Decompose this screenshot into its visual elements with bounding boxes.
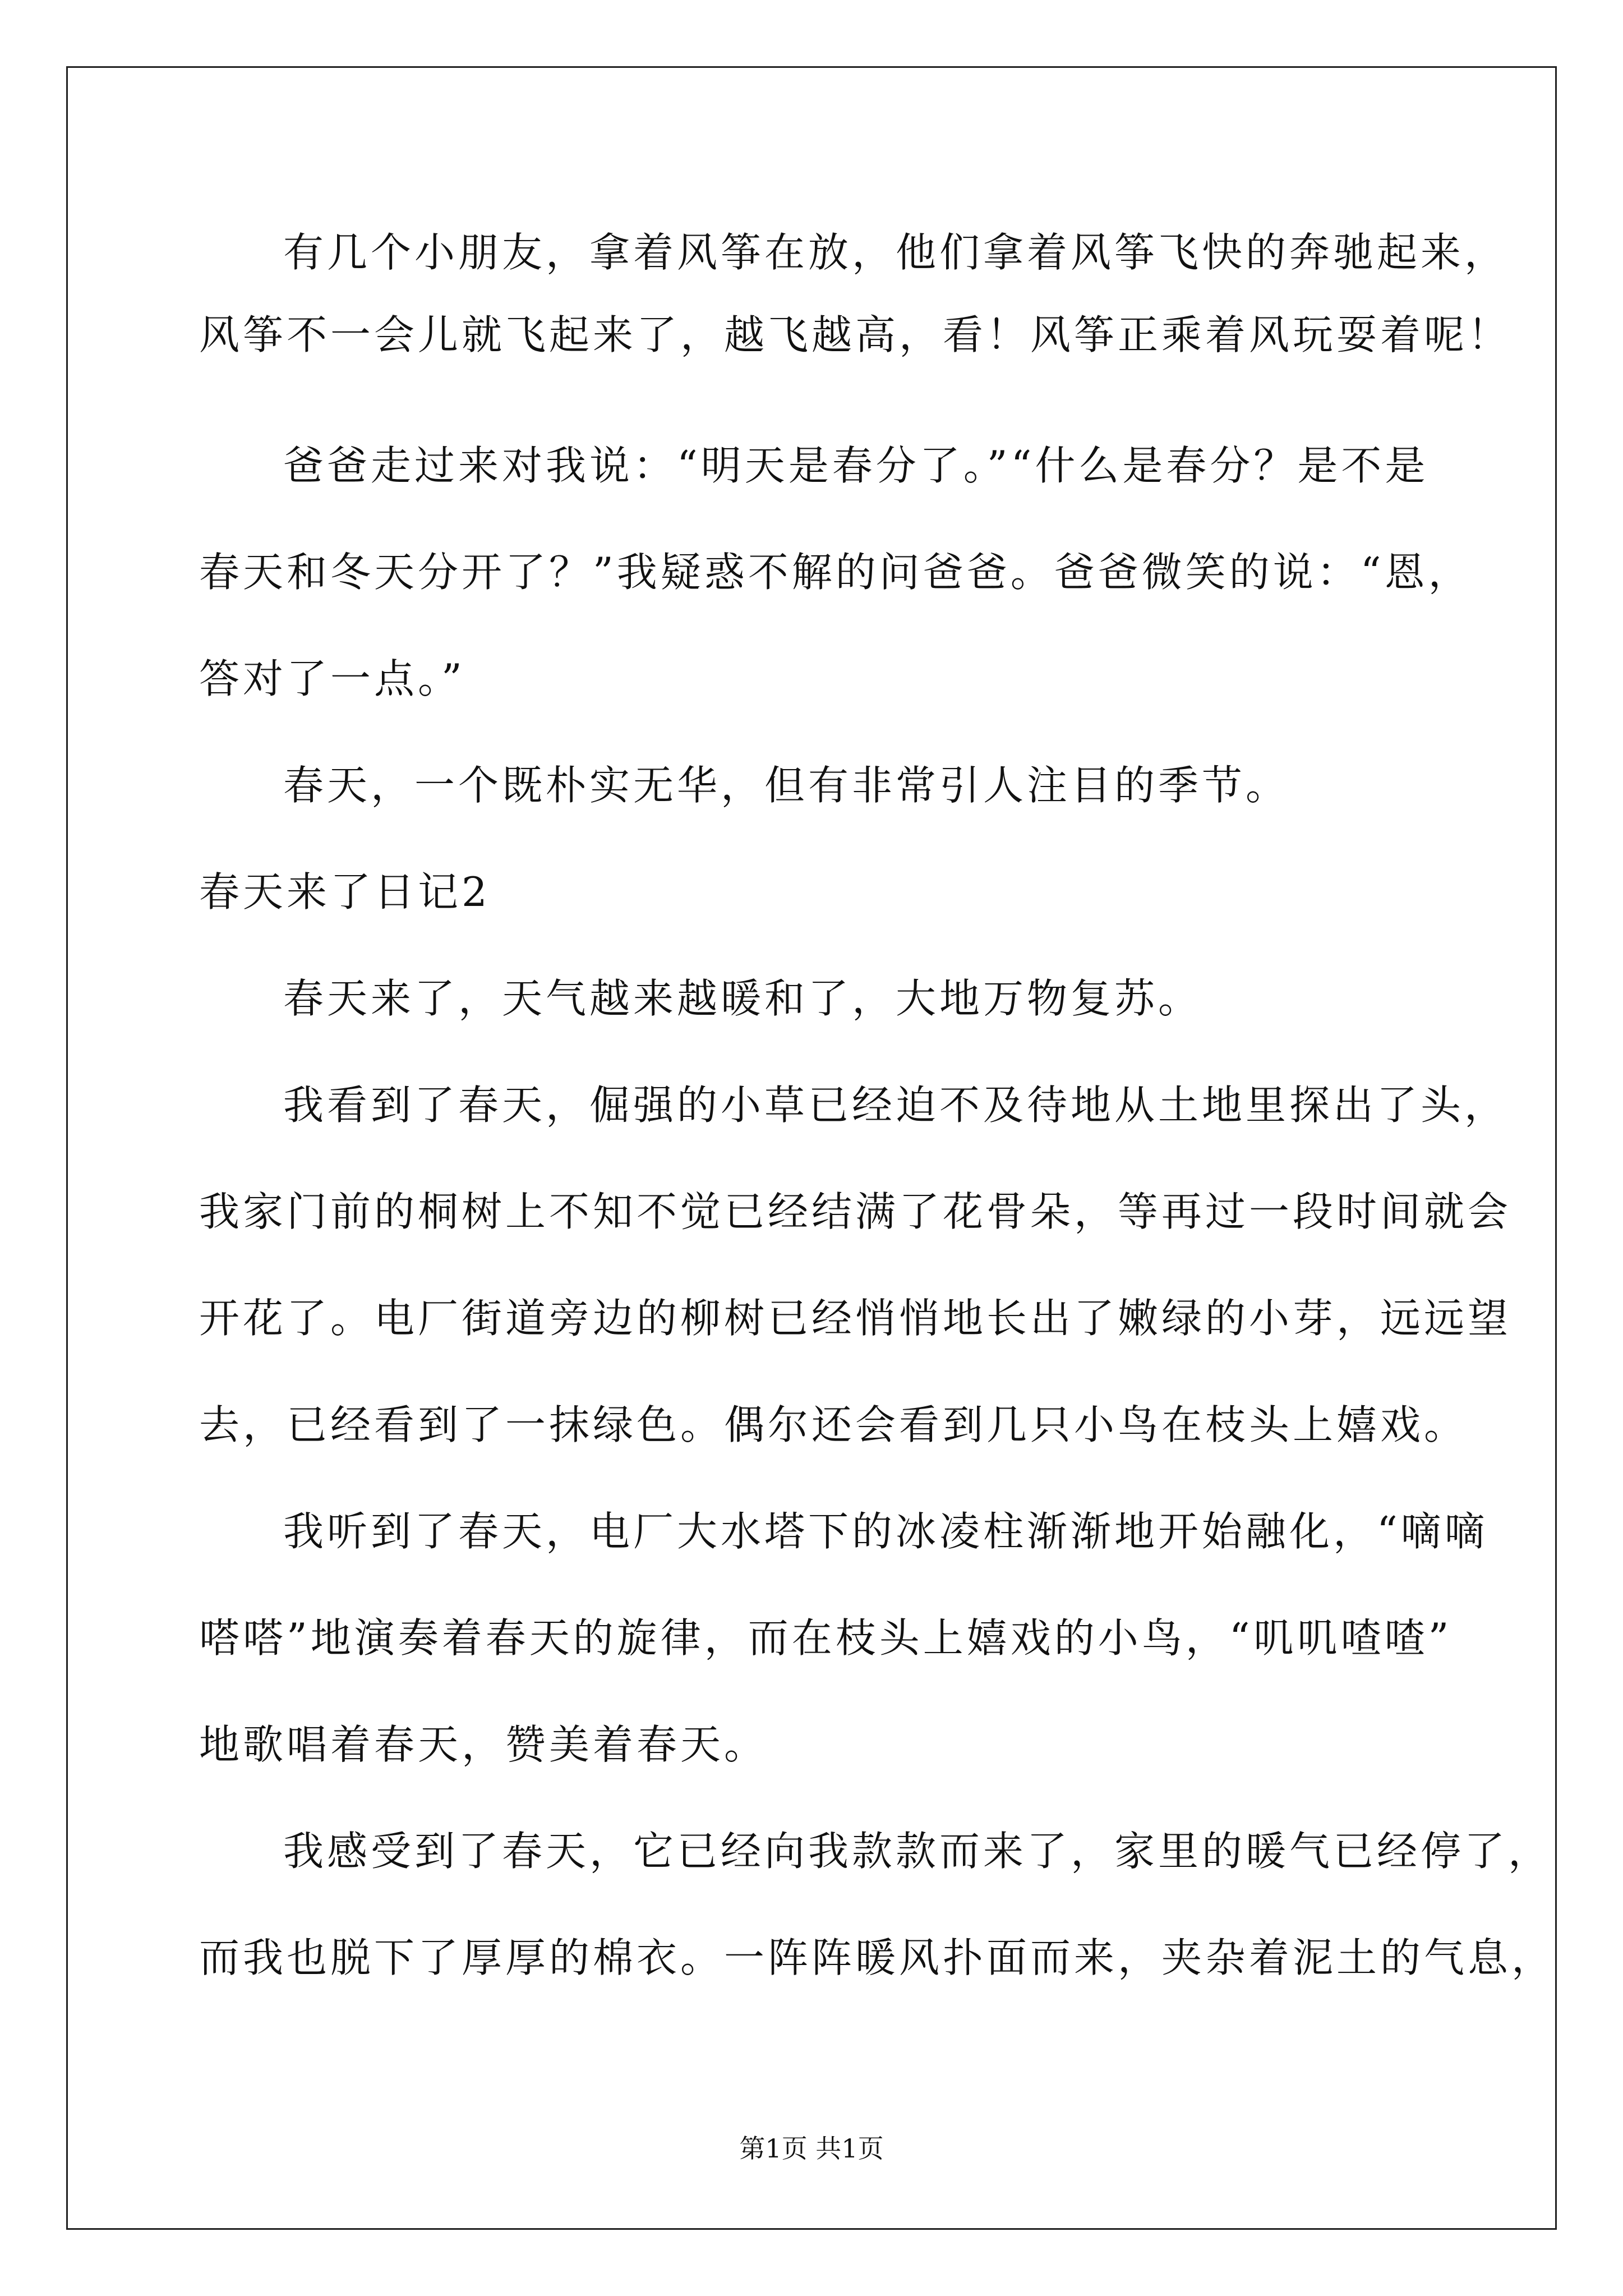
paragraph-line: 春天，一个既朴实无华，但有非常引人注目的季节。	[283, 762, 1290, 809]
paragraph-line: 爸爸走过来对我说：“明天是春分了。”“什么是春分？是不是	[283, 442, 1429, 489]
paragraph-line: 去，已经看到了一抹绿色。偶尔还会看到几只小鸟在枝头上嬉戏。	[199, 1401, 1468, 1448]
paragraph-line: 风筝不一会儿就飞起来了，越飞越高，看！风筝正乘着风玩耍着呢！	[199, 311, 1512, 358]
paragraph-line: 我听到了春天，电厂大水塔下的冰凌柱渐渐地开始融化，“嘀嘀	[283, 1508, 1488, 1555]
paragraph-line: 而我也脱下了厚厚的棉衣。一阵阵暖风扑面而来，夹杂着泥土的气息，	[199, 1934, 1556, 1981]
paragraph-line: 有几个小朋友，拿着风筝在放，他们拿着风筝飞快的奔驰起来，	[283, 229, 1509, 276]
paragraph-line: 春天和冬天分开了？”我疑惑不解的问爸爸。爸爸微笑的说：“恩，	[199, 549, 1472, 596]
paragraph-line: 开花了。电厂街道旁边的柳树已经悄悄地长出了嫩绿的小芽，远远望	[199, 1295, 1512, 1342]
paragraph-line: 我看到了春天，倔强的小草已经迫不及待地从土地里探出了头，	[283, 1082, 1509, 1129]
paragraph-line: 我感受到了春天，它已经向我款款而来了，家里的暖气已经停了，	[283, 1828, 1552, 1875]
page-number: 第1页 共1页	[739, 2133, 884, 2164]
page-border	[66, 66, 1557, 2230]
paragraph-line: 答对了一点。”	[199, 655, 465, 702]
section-heading: 春天来了日记2	[199, 868, 491, 915]
paragraph-line: 我家门前的桐树上不知不觉已经结满了花骨朵，等再过一段时间就会	[199, 1188, 1512, 1235]
paragraph-line: 地歌唱着春天，赞美着春天。	[199, 1721, 768, 1768]
paragraph-line: 春天来了，天气越来越暖和了，大地万物复苏。	[283, 975, 1202, 1022]
paragraph-line: 嗒嗒”地演奏着春天的旋律，而在枝头上嬉戏的小鸟，“叽叽喳喳”	[199, 1614, 1453, 1662]
